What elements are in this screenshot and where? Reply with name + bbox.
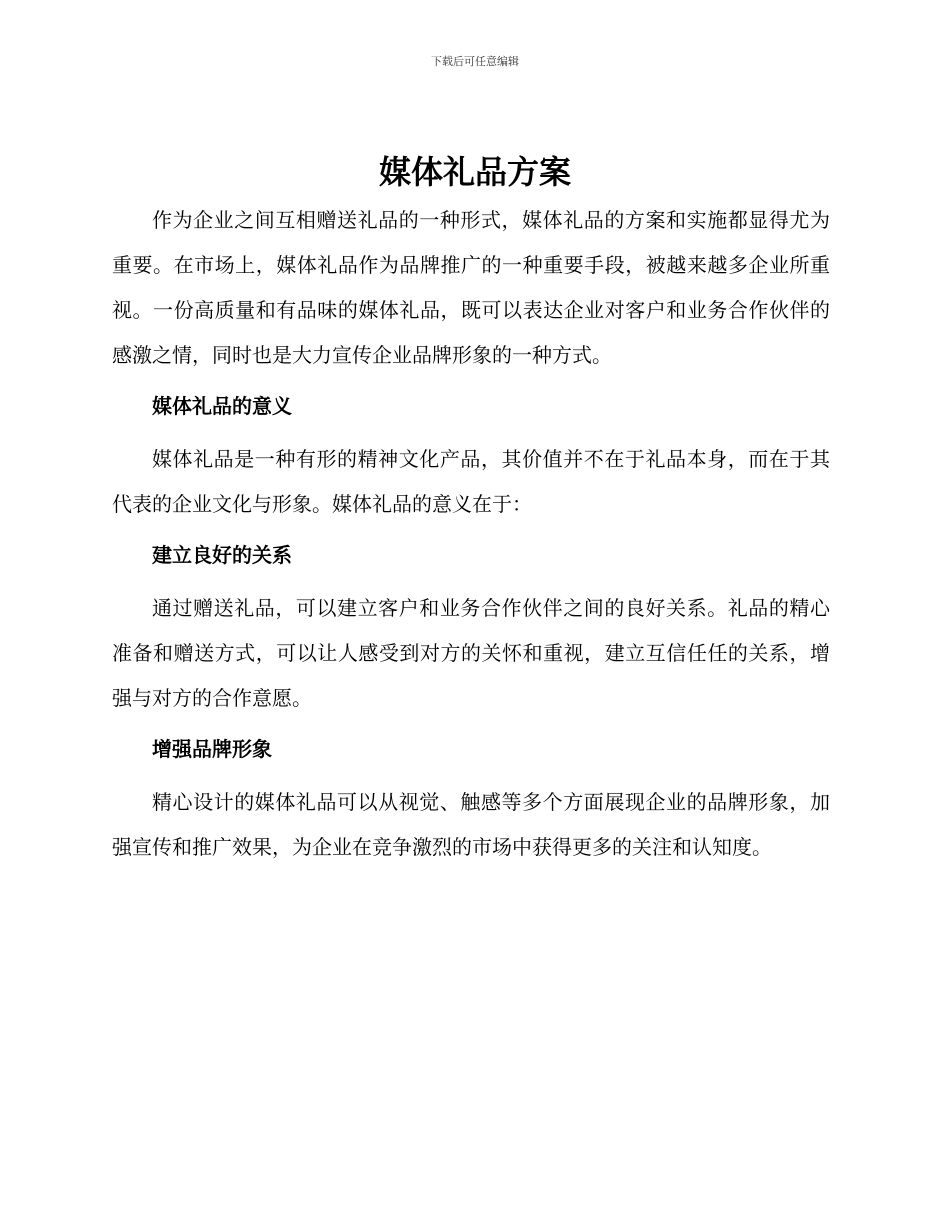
section-body-relationships: 通过赠送礼品，可以建立客户和业务合作伙伴之间的良好关系。礼品的精心准备和赠送方式，可以让人感受到对方的关怀和重视，建立互信任任的关系，增强与对方的合作意愿。 (112, 596, 830, 710)
page-header: 下载后可任意编辑 (431, 55, 519, 68)
intro-paragraph: 作为企业之间互相赠送礼品的一种形式，媒体礼品的方案和实施都显得尤为重要。在市场上，媒体礼品作为品牌推广的一种重要手段，被越来越多企业所重视。一份高质量和有品味的媒体礼品，既可以表达企业对客户和业务合作伙伴的感激之情，同时也是大力宣传企业品牌形象的一种方式。 (112, 208, 830, 367)
document-body (112, 198, 830, 870)
section-body-brand-image: 精心设计的媒体礼品可以从视觉、触感等多个方面展现企业的品牌形象，加强宣传和推广效果，为企业在竞争激烈的市场中获得更多的关注和认知度。 (112, 790, 830, 859)
section-heading-significance: 媒体礼品的意义 (152, 394, 292, 418)
section-body-significance: 媒体礼品是一种有形的精神文化产品，其价值并不在于礼品本身，而在于其代表的企业文化与形象。媒体礼品的意义在于： (112, 447, 830, 516)
section-heading-relationships: 建立良好的关系 (152, 543, 292, 567)
section-heading-brand-image: 增强品牌形象 (152, 737, 272, 761)
document-title: 媒体礼品方案 (378, 153, 571, 191)
